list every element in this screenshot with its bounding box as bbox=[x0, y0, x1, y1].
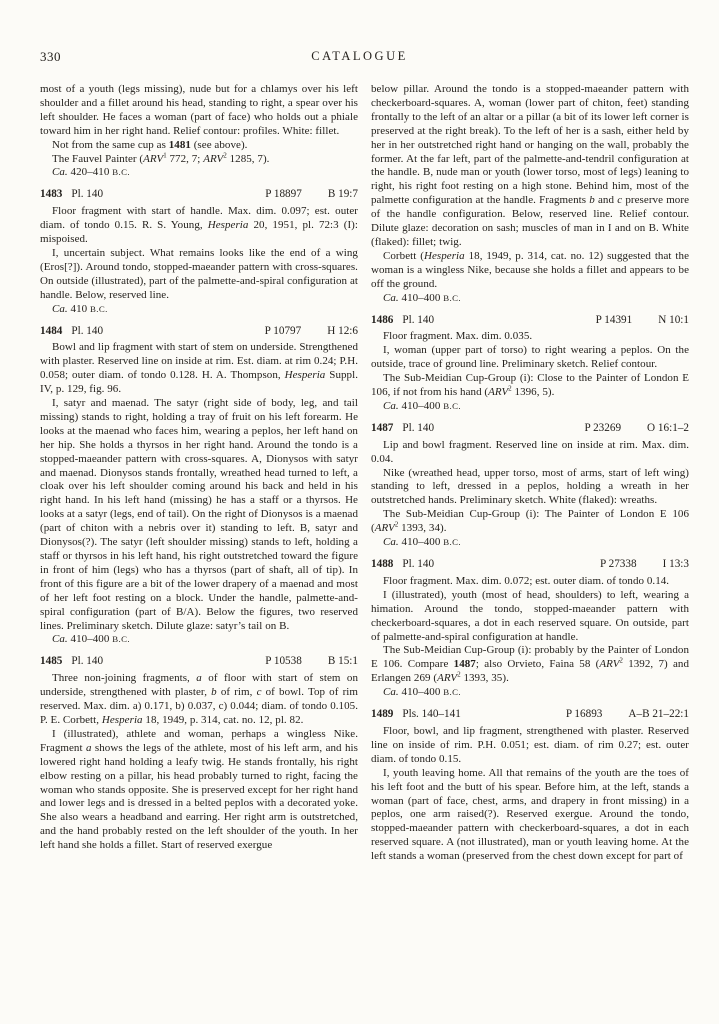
inventory-number: P 18897 bbox=[265, 188, 302, 201]
catalogue-paragraph: Ca. 410–400 B.C. bbox=[52, 633, 130, 646]
catalogue-paragraph: The Sub-Meidian Cup-Group (i): The Painter of London E 106 (ARV$^2$ 1393, 34). bbox=[371, 508, 689, 535]
catalogue-paragraph: Floor, bowl, and lip fragment, strengthened with plaster. Reserved line on inside of rim. P.H. 0.051; est. diam. of rim 0.27; est. outer diam. of tondo 0.15. bbox=[371, 724, 689, 765]
small-caps-text: B.C. bbox=[443, 292, 461, 303]
italic-text: ARV bbox=[143, 152, 164, 165]
italic-text: ARV bbox=[437, 672, 458, 685]
entry-header-1489 bbox=[371, 708, 689, 722]
entry-number: 1488 bbox=[371, 558, 394, 570]
entry-header-right bbox=[584, 422, 689, 436]
left-column bbox=[40, 83, 358, 1017]
italic-text: Hesperia bbox=[207, 219, 249, 232]
catalogue-paragraph: I (illustrated), athlete and woman, perhaps a wingless Nike. Fragment a shows the legs of the athlete, most of his left arm, and his lowered right hand holding a leafy twig. He stands frontally, his right elbow resting on a pillar, his head probably turned to right, facing the woman who stands opposite. She is preserved except for her right hand and lower legs and is dressed in a belted peplos with a decorated yoke. She also wears a headband and earring. Her right arm is outstretched, and the hand probably rested on the left shoulder of the youth. In her left hand she holds a fillet. Start of reserved exergue bbox=[40, 727, 358, 852]
catalogue-paragraph: Ca. 410–400 B.C. bbox=[383, 536, 461, 549]
entry-number: 1487 bbox=[371, 421, 394, 434]
superscript: 2 bbox=[619, 657, 623, 665]
italic-text: c bbox=[256, 686, 262, 699]
entry-header-left bbox=[40, 325, 103, 339]
italic-text: Ca. bbox=[52, 302, 68, 315]
catalogue-paragraph: I (illustrated), youth (most of head, shoulders) to left, wearing a himation. Around the tondo, stopped-maeander pattern with checkerboard-squares, a dot in each reserved square. On outside, part of palmette-and-spiral configuration at handle. bbox=[371, 588, 689, 643]
entry-header-right bbox=[265, 655, 358, 669]
small-caps-text: B.C. bbox=[443, 537, 461, 548]
italic-text: Hesperia bbox=[423, 249, 465, 262]
small-caps-text: B.C. bbox=[112, 634, 130, 645]
running-head-title: CATALOGUE bbox=[311, 49, 408, 63]
plate-reference: Pls. 140–141 bbox=[402, 708, 461, 721]
superscript: 2 bbox=[457, 671, 461, 679]
superscript: 1 bbox=[163, 151, 167, 159]
entry-number: 1486 bbox=[371, 313, 394, 326]
italic-text: ARV bbox=[203, 152, 224, 165]
entry-header-left bbox=[40, 188, 103, 202]
catalogue-paragraph: Ca. 420–410 B.C. bbox=[52, 166, 130, 179]
italic-text: Ca. bbox=[383, 536, 399, 549]
italic-text: Ca. bbox=[52, 166, 68, 179]
italic-text: Ca. bbox=[383, 686, 399, 699]
page-number: 330 bbox=[40, 49, 61, 64]
deposit-reference: B 15:1 bbox=[327, 655, 358, 668]
entry-number: 1484 bbox=[40, 324, 63, 337]
entry-header-1483 bbox=[40, 188, 358, 202]
entry-header-right bbox=[600, 558, 689, 572]
italic-text: Hesperia bbox=[284, 369, 326, 382]
italic-text: ARV bbox=[488, 386, 509, 399]
catalogue-paragraph: Nike (wreathed head, upper torso, most of arms, start of left wing) standing to left, dressed in a peplos, holding a wreath in her outstretched hands. Preliminary sketch. White (flaked): wreaths. bbox=[371, 466, 689, 507]
bold-reference: 1487 bbox=[453, 658, 476, 671]
inventory-number: P 10797 bbox=[264, 324, 302, 337]
entry-header-right bbox=[596, 314, 689, 328]
inventory-number: P 16893 bbox=[565, 708, 603, 721]
superscript: 2 bbox=[223, 151, 227, 159]
deposit-reference: N 10:1 bbox=[658, 313, 689, 326]
entry-header-right bbox=[566, 708, 689, 722]
entry-header-left bbox=[371, 708, 461, 722]
catalogue-paragraph: I, satyr and maenad. The satyr (right side of body, leg, and tail missing) stands to right, holding a tray of fruit on his left forearm. He looks at the maenad who faces him, wearing a peplos, her left hand on her hip. She holds a thyrsos in her right hand. Around the tondo is a stopped-maeander pattern with cross-squares. A, Dionysos with satyr and maenad. Dionysos stands frontally, wreathed head turned to left, a cloak over his left shoulder coming around his back and held in his right hand. In his left hand (missing) he has a staff or a thyrsos. He looks at a satyr (legs, end of tail). On the right of Dionysos is a maenad (part of chiton with a nebris over it) standing to left. B, satyr and Dionysos(?). The satyr (left shoulder missing) stands to left, holding a staff or thyrsos in his left hand, his right outstretched toward the figure in front of him (legs) who has a thyrsos (part of shaft, all of tip). In front of this figure are a bit of the lower drapery of a maenad and most of her left foot resting on a block. Under the handle, palmette-and-spiral configuration (part of B/A). Below the figures, two reserved lines. Preliminary sketch. Dilute glaze: satyr’s tail on B. bbox=[40, 397, 358, 632]
catalogue-paragraph: most of a youth (legs missing), nude but for a chlamys over his left shoulder and a fillet around his head, standing to right, a spear over his left shoulder. He faces a woman (part of face) who holds out a phiale toward him in her right hand. Relief contour: profiles. White: fillet. bbox=[40, 83, 358, 137]
entry-header-right bbox=[265, 325, 358, 339]
entry-header-1488 bbox=[371, 558, 689, 572]
italic-text: ARV bbox=[374, 522, 395, 535]
catalogue-paragraph: Ca. 410–400 B.C. bbox=[383, 686, 461, 699]
small-caps-text: B.C. bbox=[443, 400, 461, 411]
entry-number: 1483 bbox=[40, 188, 63, 201]
bold-reference: 1481 bbox=[168, 138, 191, 151]
catalogue-paragraph: Floor fragment with start of handle. Max. dim. 0.097; est. outer diam. of tondo 0.15. R. S. Young, Hesperia 20, 1951, pl. 72:3 (I): mispoised. bbox=[40, 205, 358, 246]
catalogue-paragraph: Ca. 410–400 B.C. bbox=[383, 291, 461, 304]
plate-reference: Pl. 140 bbox=[71, 655, 104, 668]
italic-text: ARV bbox=[599, 658, 620, 671]
plate-reference: Pl. 140 bbox=[402, 558, 435, 570]
catalogue-paragraph: Floor fragment. Max. dim. 0.035. bbox=[383, 330, 533, 343]
catalogue-paragraph: Ca. 410–400 B.C. bbox=[383, 399, 461, 412]
inventory-number: P 23269 bbox=[584, 421, 622, 434]
plate-reference: Pl. 140 bbox=[71, 324, 104, 337]
entry-number: 1485 bbox=[40, 655, 63, 668]
catalogue-paragraph: Floor fragment. Max. dim. 0.072; est. outer diam. of tondo 0.14. bbox=[383, 574, 670, 587]
italic-text: a bbox=[196, 672, 202, 685]
catalogue-paragraph: Ca. 410 B.C. bbox=[52, 302, 108, 315]
italic-text: Ca. bbox=[383, 399, 399, 412]
catalogue-paragraph: Bowl and lip fragment with start of stem on underside. Strengthened with plaster. Reserved line on inside at rim. Est. diam. at rim 0.24; P.H. 0.058; outer diam. of tondo 0.128. H. A. Thompson, Hesperia Suppl. IV, p. 129, fig. 96. bbox=[40, 341, 358, 396]
catalogue-paragraph: The Fauvel Painter (ARV$^1$ 772, 7; ARV$^2$ 1285, 7). bbox=[52, 151, 270, 165]
italic-text: Ca. bbox=[383, 291, 399, 304]
deposit-reference: O 16:1–2 bbox=[647, 421, 689, 434]
catalogue-paragraph: Corbett (Hesperia 18, 1949, p. 314, cat. no. 12) suggested that the woman is a wingless Nike, because she holds a fillet and appears to be off the ground. bbox=[371, 249, 689, 290]
small-caps-text: B.C. bbox=[90, 303, 108, 314]
catalogue-paragraph: Not from the same cup as 1481 (see above). bbox=[52, 138, 248, 151]
entry-header-1485 bbox=[40, 655, 358, 669]
italic-text: Hesperia bbox=[101, 713, 143, 726]
entry-header-1486 bbox=[371, 314, 689, 328]
running-head bbox=[0, 49, 719, 67]
plate-reference: Pl. 140 bbox=[71, 188, 104, 201]
inventory-number: P 14391 bbox=[595, 313, 633, 326]
deposit-reference: H 12:6 bbox=[327, 324, 358, 337]
deposit-reference: I 13:3 bbox=[662, 558, 689, 570]
italic-text: c bbox=[617, 194, 623, 207]
italic-text: b bbox=[211, 686, 217, 699]
entry-header-1487 bbox=[371, 422, 689, 436]
entry-header-left bbox=[40, 655, 103, 669]
catalogue-paragraph: Three non-joining fragments, a of floor with start of stem on underside, strengthened with plaster, b of rim, c of bowl. Top of rim reserved. Max. dim. a) 0.171, b) 0.037, c) 0.044; diam. of tondo 0.105. P. E. Corbett, Hesperia 18, 1949, p. 314, cat. no. 12, pl. 82. bbox=[40, 672, 358, 726]
catalogue-paragraph: I, woman (upper part of torso) to right wearing a peplos. On the outside, trace of ground line. Preliminary sketch. Relief contour. bbox=[371, 344, 689, 371]
catalogue-paragraph: The Sub-Meidian Cup-Group (i): Close to the Painter of London E 106, if not from his hand (ARV$^2$ 1396, 5). bbox=[371, 372, 689, 399]
small-caps-text: B.C. bbox=[112, 167, 130, 178]
entry-header-left bbox=[371, 422, 434, 436]
superscript: 2 bbox=[508, 385, 512, 393]
deposit-reference: B 19:7 bbox=[327, 188, 358, 201]
entry-header-left bbox=[371, 558, 434, 572]
deposit-reference: A–B 21–22:1 bbox=[628, 708, 689, 721]
plate-reference: Pl. 140 bbox=[402, 313, 435, 326]
text-columns bbox=[40, 83, 689, 1017]
italic-text: Ca. bbox=[52, 633, 68, 646]
italic-text: b bbox=[589, 194, 595, 207]
entry-header-right bbox=[265, 188, 358, 202]
italic-text: a bbox=[85, 741, 92, 754]
entry-number: 1489 bbox=[371, 708, 394, 721]
catalogue-paragraph: Lip and bowl fragment. Reserved line on inside at rim. Max. dim. 0.04. bbox=[371, 438, 689, 465]
catalogue-paragraph: I, youth leaving home. All that remains of the youth are the toes of his left foot and the butt of his spear. Before him, at the left, stands a woman (part of face, chest, arms, and drapery in front missing) in a peplos, one arm raised(?). Reserved exergue. Around the tondo, stopped-maeander pattern with checkerboard-squares, a dot in each reserved square. A (not illustrated), man or youth leaving home. At the left stands a woman (preserved from the chest down except for part of bbox=[371, 766, 689, 863]
catalogue-paragraph: The Sub-Meidian Cup-Group (i): probably by the Painter of London E 106. Compare 1487; also Orvieto, Faina 58 (ARV$^2$ 1392, 7) and Erlangen 269 (ARV$^2$ 1393, 35). bbox=[371, 644, 689, 685]
right-column bbox=[371, 83, 689, 1017]
entry-header-left bbox=[371, 314, 434, 328]
small-caps-text: B.C. bbox=[443, 687, 461, 698]
plate-reference: Pl. 140 bbox=[402, 421, 435, 434]
entry-header-1484 bbox=[40, 325, 358, 339]
catalogue-paragraph: I, uncertain subject. What remains looks like the end of a wing (Eros[?]). Around tondo, stopped-maeander pattern with cross-squares. On outside (illustrated), part of the palmette-and-spiral configuration at handle. Below, reserved line. bbox=[40, 246, 358, 301]
catalogue-paragraph: below pillar. Around the tondo is a stopped-maeander pattern with checkerboard-squares. A, woman (lower part of chiton, feet) standing frontally to the left of an altar or a pillar (a bit of its lower left corner is preserved at the right break). To the left of her is a sash, either held by her in her outstretched right hand or hanging on the wall, probably the former. At the far left, part of the palmette-and-tendril configuration at the handle. B, nude man or youth (lower torso, most of legs) leaning to right, his right foot resting on a high stone. Behind him, most of the palmette configuration at the handle. Fragments b and c preserve more of the handle configuration. Below, reserved line. Relief contour. Dilute glaze: decoration on sash; muscles of man in I and on B. White (flaked): fillet; twig. bbox=[371, 83, 689, 248]
inventory-number: P 10538 bbox=[265, 655, 302, 668]
inventory-number: P 27338 bbox=[600, 558, 637, 570]
superscript: 2 bbox=[394, 521, 399, 529]
